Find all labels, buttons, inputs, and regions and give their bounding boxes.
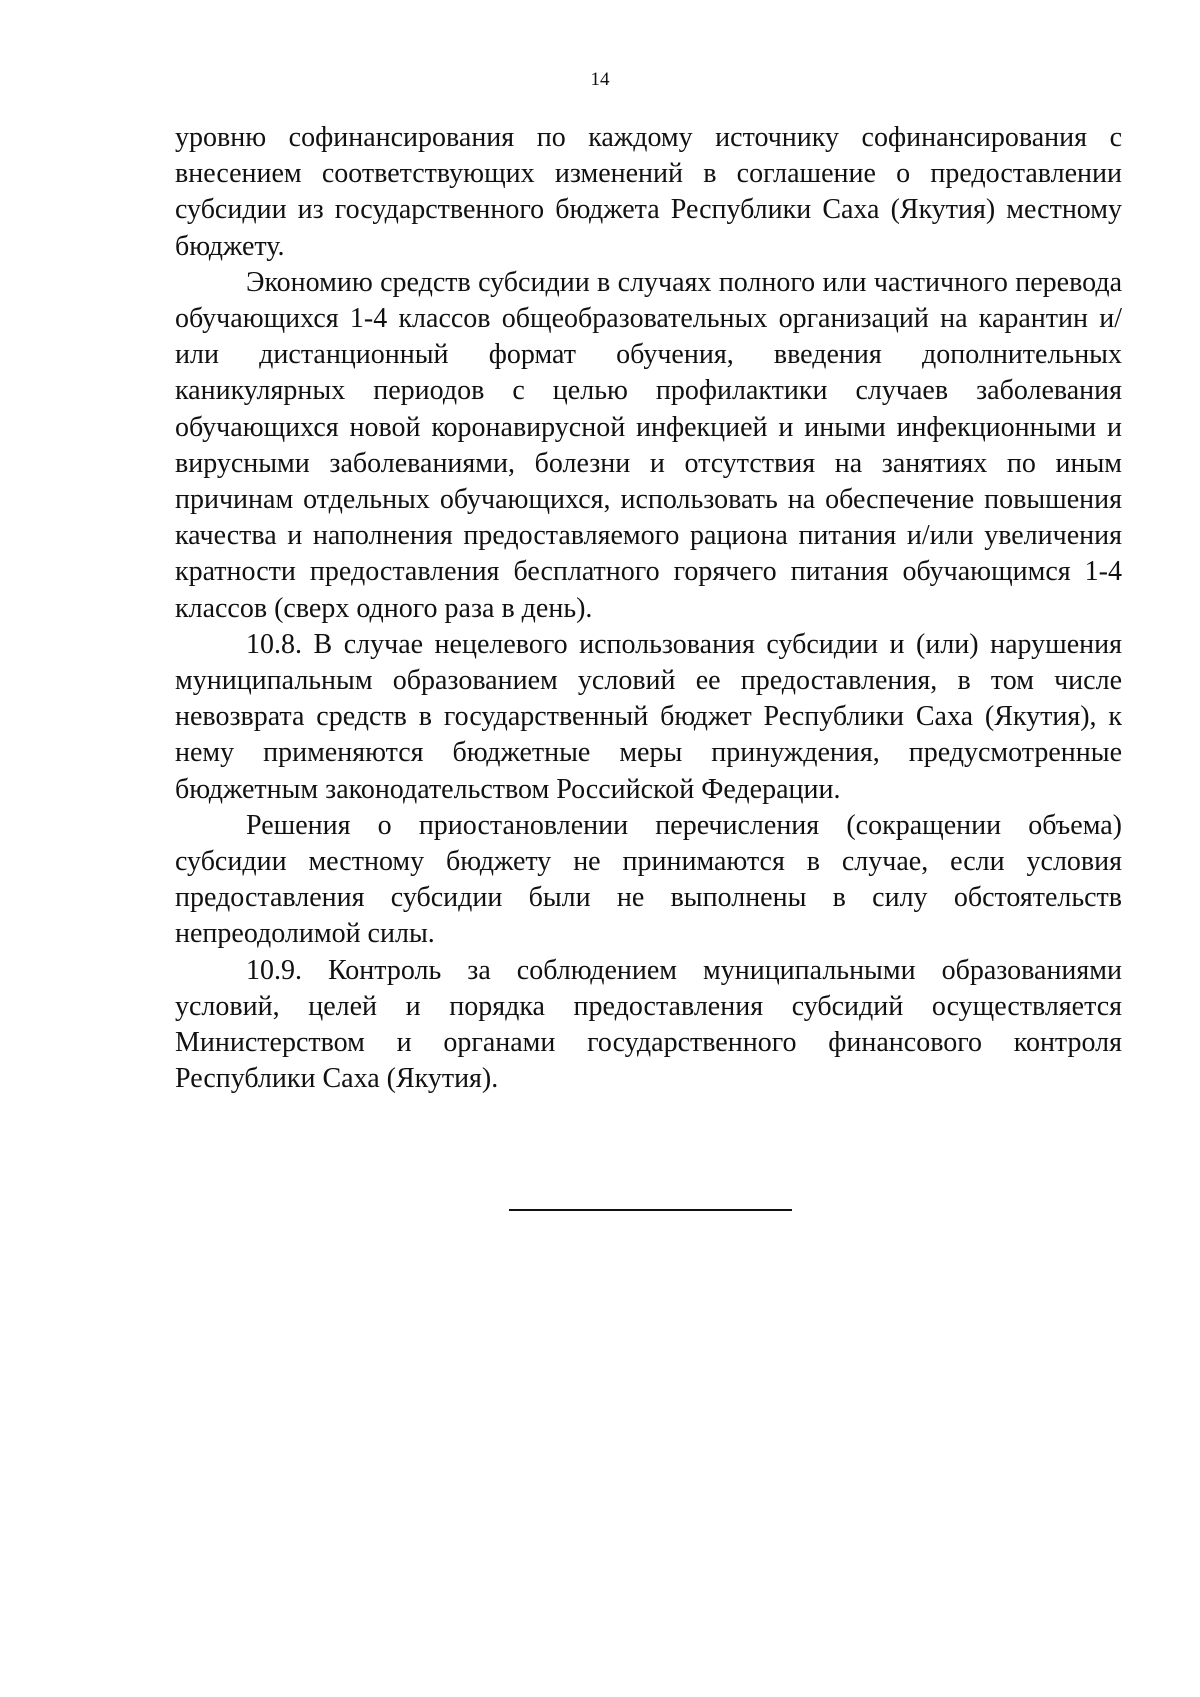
paragraph-continuation: уровню софинансирования по каждому источнику софинансирования с внесением соответствующих изменений в соглашение о предоставлении субсидии из государственного бюджета Республики Саха (Якутия) местному бюджету. xyxy=(175,122,1122,262)
paragraph-10-9: 10.9. Контроль за соблюдением муниципальными образованиями условий, целей и порядка предоставления субсидий осуществляется Министерством и органами государственного финансового контроля Республики Саха (Якутия). xyxy=(175,954,1122,1095)
paragraph-10-8: 10.8. В случае нецелевого использования субсидии и (или) нарушения муниципальным образованием условий ее предоставления, в том числе невозврата средств в государственный бюджет Республики Саха (Якутия), к нему применяются бюджетные меры принуждения, предусмотренные бюджетным законодательством Российской Федерации. xyxy=(175,628,1122,805)
page-number: 14 xyxy=(590,69,610,90)
end-of-document-rule xyxy=(509,1209,792,1211)
document-body xyxy=(175,120,1122,1097)
paragraph-suspension-decisions: Решения о приостановлении перечисления (сокращении объема) субсидии местному бюджету не принимаются в случае, если условия предоставления субсидии были не выполнены в силу обстоятельств непреодолимой силы. xyxy=(175,809,1122,950)
paragraph-subsidy-savings: Экономию средств субсидии в случаях полного или частичного перевода обучающихся 1-4 классов общеобразовательных организаций на карантин и/или дистанционный формат обучения, введения дополнительных каникулярных периодов с целью профилактики случаев заболевания обучающихся новой коронавирусной инфекцией и иными инфекционными и вирусными заболеваниями, болезни и отсутствия на занятиях по иным причинам отдельных обучающихся, использовать на обеспечение повышения качества и наполнения предоставляемого рациона питания и/или увеличения кратности предоставления бесплатного горячего питания обучающимся 1-4 классов (сверх одного раза в день). xyxy=(175,266,1122,624)
